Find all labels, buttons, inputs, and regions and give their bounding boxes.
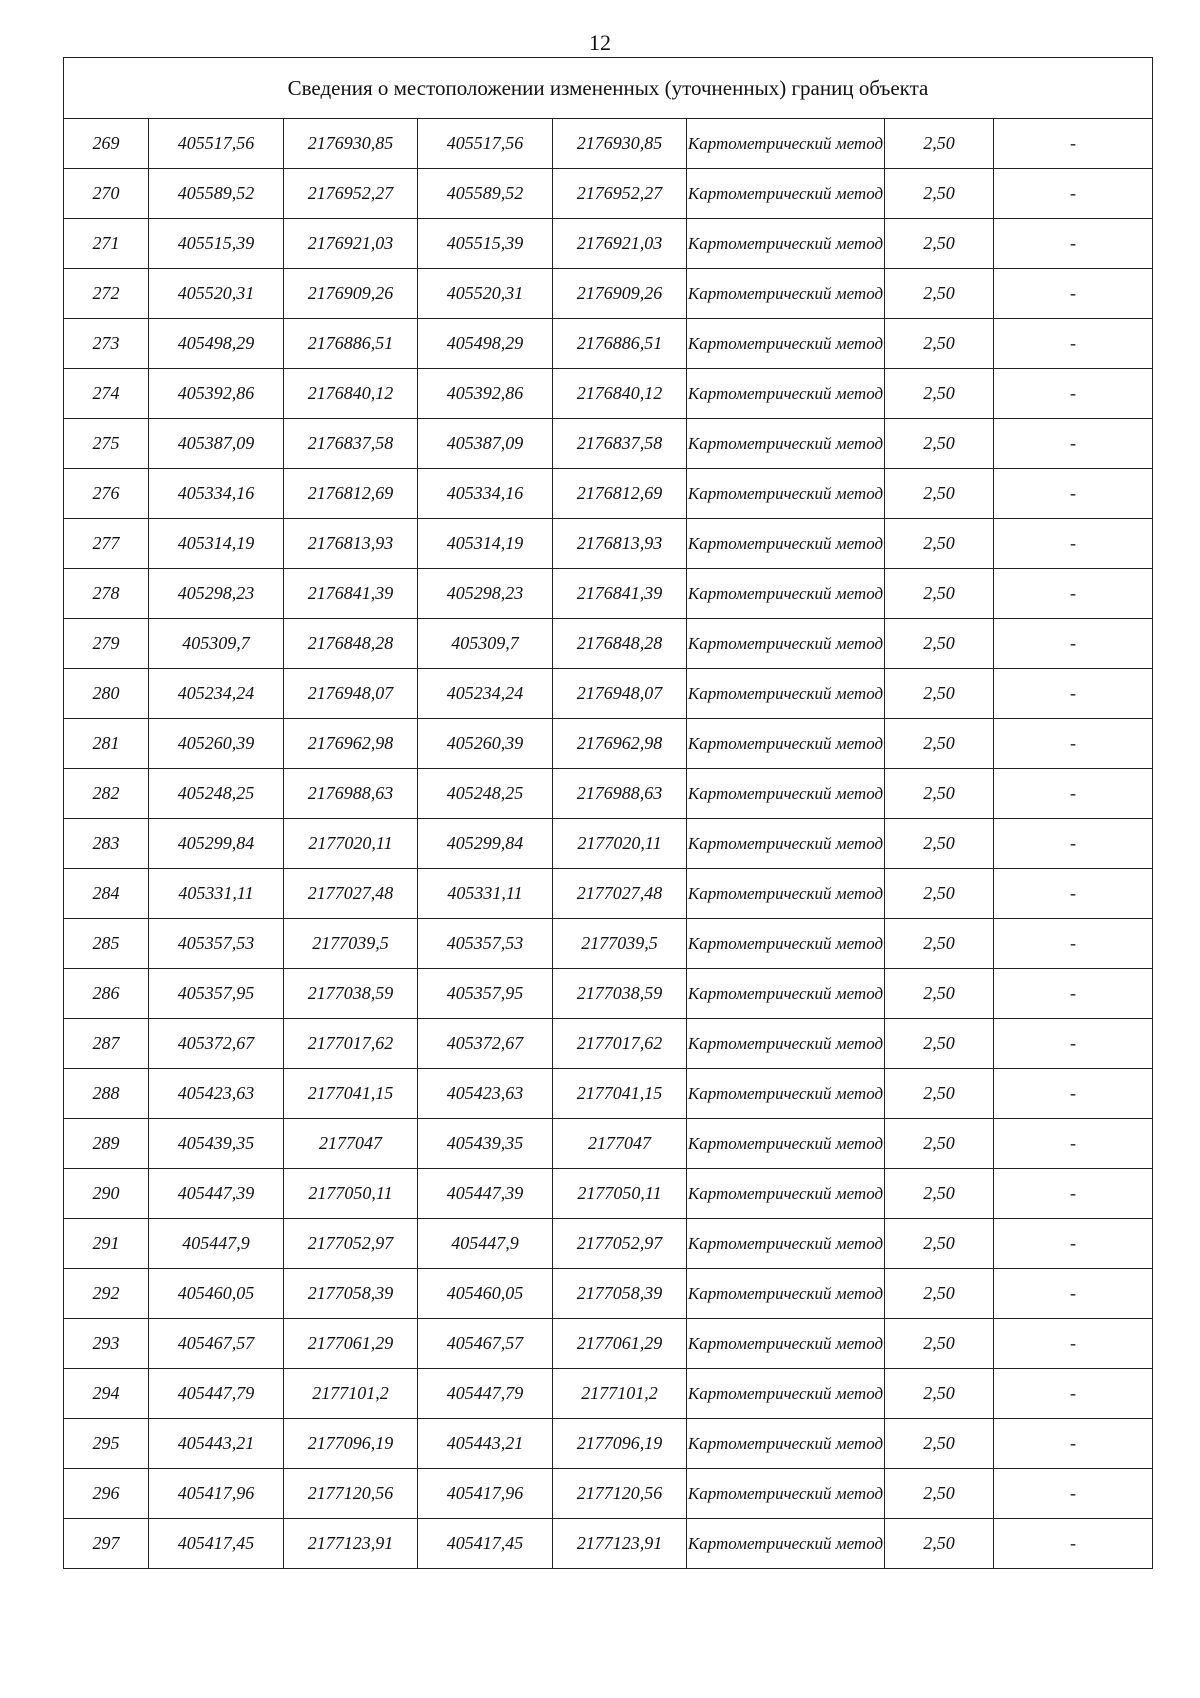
point-number-cell: 281 <box>64 719 149 769</box>
method-cell: Картометрический метод <box>687 719 885 769</box>
method-cell: Картометрический метод <box>687 119 885 169</box>
existing-x-cell: 405298,23 <box>149 569 284 619</box>
note-cell: - <box>994 819 1153 869</box>
point-number-cell: 270 <box>64 169 149 219</box>
note-cell: - <box>994 1269 1153 1319</box>
refined-y-cell: 2177047 <box>553 1119 687 1169</box>
table-row <box>64 669 1153 719</box>
point-number-cell: 287 <box>64 1019 149 1069</box>
method-cell: Картометрический метод <box>687 819 885 869</box>
point-number-cell: 293 <box>64 1319 149 1369</box>
existing-x-cell: 405589,52 <box>149 169 284 219</box>
refined-x-cell: 405372,67 <box>418 1019 553 1069</box>
accuracy-cell: 2,50 <box>885 1119 994 1169</box>
existing-x-cell: 405520,31 <box>149 269 284 319</box>
existing-y-cell: 2177039,5 <box>284 919 418 969</box>
existing-y-cell: 2176948,07 <box>284 669 418 719</box>
refined-x-cell: 405520,31 <box>418 269 553 319</box>
method-cell: Картометрический метод <box>687 1469 885 1519</box>
existing-x-cell: 405372,67 <box>149 1019 284 1069</box>
note-cell: - <box>994 919 1153 969</box>
refined-y-cell: 2176909,26 <box>553 269 687 319</box>
existing-y-cell: 2176952,27 <box>284 169 418 219</box>
existing-y-cell: 2176909,26 <box>284 269 418 319</box>
refined-x-cell: 405387,09 <box>418 419 553 469</box>
refined-y-cell: 2177096,19 <box>553 1419 687 1469</box>
refined-x-cell: 405234,24 <box>418 669 553 719</box>
existing-x-cell: 405234,24 <box>149 669 284 719</box>
existing-y-cell: 2177041,15 <box>284 1069 418 1119</box>
accuracy-cell: 2,50 <box>885 869 994 919</box>
point-number-cell: 295 <box>64 1419 149 1469</box>
refined-x-cell: 405447,39 <box>418 1169 553 1219</box>
refined-x-cell: 405260,39 <box>418 719 553 769</box>
existing-x-cell: 405439,35 <box>149 1119 284 1169</box>
existing-x-cell: 405299,84 <box>149 819 284 869</box>
method-cell: Картометрический метод <box>687 1519 885 1569</box>
refined-x-cell: 405314,19 <box>418 519 553 569</box>
accuracy-cell: 2,50 <box>885 319 994 369</box>
note-cell: - <box>994 169 1153 219</box>
refined-x-cell: 405357,53 <box>418 919 553 969</box>
existing-y-cell: 2177123,91 <box>284 1519 418 1569</box>
accuracy-cell: 2,50 <box>885 1419 994 1469</box>
existing-y-cell: 2177027,48 <box>284 869 418 919</box>
point-number-cell: 284 <box>64 869 149 919</box>
note-cell: - <box>994 519 1153 569</box>
table-row <box>64 569 1153 619</box>
existing-x-cell: 405417,45 <box>149 1519 284 1569</box>
point-number-cell: 296 <box>64 1469 149 1519</box>
table-row <box>64 369 1153 419</box>
existing-y-cell: 2176841,39 <box>284 569 418 619</box>
existing-y-cell: 2176812,69 <box>284 469 418 519</box>
existing-y-cell: 2176921,03 <box>284 219 418 269</box>
refined-y-cell: 2176948,07 <box>553 669 687 719</box>
note-cell: - <box>994 669 1153 719</box>
existing-y-cell: 2177017,62 <box>284 1019 418 1069</box>
existing-x-cell: 405460,05 <box>149 1269 284 1319</box>
note-cell: - <box>994 419 1153 469</box>
table-row <box>64 919 1153 969</box>
existing-y-cell: 2177096,19 <box>284 1419 418 1469</box>
existing-x-cell: 405447,9 <box>149 1219 284 1269</box>
refined-y-cell: 2177061,29 <box>553 1319 687 1369</box>
point-number-cell: 269 <box>64 119 149 169</box>
note-cell: - <box>994 619 1153 669</box>
accuracy-cell: 2,50 <box>885 669 994 719</box>
note-cell: - <box>994 269 1153 319</box>
method-cell: Картометрический метод <box>687 969 885 1019</box>
point-number-cell: 282 <box>64 769 149 819</box>
refined-y-cell: 2176848,28 <box>553 619 687 669</box>
accuracy-cell: 2,50 <box>885 419 994 469</box>
note-cell: - <box>994 869 1153 919</box>
note-cell: - <box>994 119 1153 169</box>
refined-y-cell: 2176988,63 <box>553 769 687 819</box>
accuracy-cell: 2,50 <box>885 1369 994 1419</box>
existing-y-cell: 2177120,56 <box>284 1469 418 1519</box>
existing-x-cell: 405423,63 <box>149 1069 284 1119</box>
table-row <box>64 819 1153 869</box>
refined-x-cell: 405299,84 <box>418 819 553 869</box>
refined-x-cell: 405357,95 <box>418 969 553 1019</box>
note-cell: - <box>994 319 1153 369</box>
method-cell: Картометрический метод <box>687 169 885 219</box>
table-row <box>64 1519 1153 1569</box>
accuracy-cell: 2,50 <box>885 1319 994 1369</box>
point-number-cell: 285 <box>64 919 149 969</box>
accuracy-cell: 2,50 <box>885 969 994 1019</box>
existing-x-cell: 405515,39 <box>149 219 284 269</box>
point-number-cell: 294 <box>64 1369 149 1419</box>
point-number-cell: 277 <box>64 519 149 569</box>
refined-y-cell: 2176930,85 <box>553 119 687 169</box>
method-cell: Картометрический метод <box>687 469 885 519</box>
refined-x-cell: 405334,16 <box>418 469 553 519</box>
method-cell: Картометрический метод <box>687 1319 885 1369</box>
existing-x-cell: 405447,79 <box>149 1369 284 1419</box>
point-number-cell: 279 <box>64 619 149 669</box>
accuracy-cell: 2,50 <box>885 1069 994 1119</box>
note-cell: - <box>994 969 1153 1019</box>
accuracy-cell: 2,50 <box>885 719 994 769</box>
table-row <box>64 319 1153 369</box>
table-row <box>64 1119 1153 1169</box>
note-cell: - <box>994 1519 1153 1569</box>
method-cell: Картометрический метод <box>687 319 885 369</box>
method-cell: Картометрический метод <box>687 519 885 569</box>
boundary-coordinates-table <box>63 57 1153 1569</box>
existing-x-cell: 405309,7 <box>149 619 284 669</box>
existing-x-cell: 405248,25 <box>149 769 284 819</box>
accuracy-cell: 2,50 <box>885 169 994 219</box>
method-cell: Картометрический метод <box>687 1119 885 1169</box>
table-row <box>64 869 1153 919</box>
method-cell: Картометрический метод <box>687 269 885 319</box>
existing-x-cell: 405357,95 <box>149 969 284 1019</box>
existing-x-cell: 405498,29 <box>149 319 284 369</box>
point-number-cell: 273 <box>64 319 149 369</box>
refined-x-cell: 405443,21 <box>418 1419 553 1469</box>
table-row <box>64 269 1153 319</box>
point-number-cell: 290 <box>64 1169 149 1219</box>
table-row <box>64 1019 1153 1069</box>
table-row <box>64 1369 1153 1419</box>
note-cell: - <box>994 1169 1153 1219</box>
existing-y-cell: 2177061,29 <box>284 1319 418 1369</box>
method-cell: Картометрический метод <box>687 419 885 469</box>
note-cell: - <box>994 1319 1153 1369</box>
refined-y-cell: 2177123,91 <box>553 1519 687 1569</box>
method-cell: Картометрический метод <box>687 569 885 619</box>
method-cell: Картометрический метод <box>687 619 885 669</box>
refined-x-cell: 405298,23 <box>418 569 553 619</box>
point-number-cell: 276 <box>64 469 149 519</box>
refined-y-cell: 2177050,11 <box>553 1169 687 1219</box>
table-row <box>64 769 1153 819</box>
note-cell: - <box>994 1119 1153 1169</box>
note-cell: - <box>994 1369 1153 1419</box>
point-number-cell: 288 <box>64 1069 149 1119</box>
method-cell: Картометрический метод <box>687 1419 885 1469</box>
accuracy-cell: 2,50 <box>885 619 994 669</box>
existing-y-cell: 2176813,93 <box>284 519 418 569</box>
accuracy-cell: 2,50 <box>885 469 994 519</box>
refined-y-cell: 2176921,03 <box>553 219 687 269</box>
table-row <box>64 1069 1153 1119</box>
note-cell: - <box>994 1069 1153 1119</box>
point-number-cell: 297 <box>64 1519 149 1569</box>
table-row <box>64 419 1153 469</box>
existing-x-cell: 405387,09 <box>149 419 284 469</box>
accuracy-cell: 2,50 <box>885 269 994 319</box>
method-cell: Картометрический метод <box>687 669 885 719</box>
note-cell: - <box>994 1219 1153 1269</box>
note-cell: - <box>994 369 1153 419</box>
method-cell: Картометрический метод <box>687 1269 885 1319</box>
point-number-cell: 274 <box>64 369 149 419</box>
existing-y-cell: 2177047 <box>284 1119 418 1169</box>
note-cell: - <box>994 769 1153 819</box>
table-body <box>64 119 1153 1569</box>
note-cell: - <box>994 469 1153 519</box>
point-number-cell: 283 <box>64 819 149 869</box>
accuracy-cell: 2,50 <box>885 1219 994 1269</box>
accuracy-cell: 2,50 <box>885 819 994 869</box>
accuracy-cell: 2,50 <box>885 1469 994 1519</box>
method-cell: Картометрический метод <box>687 1069 885 1119</box>
refined-y-cell: 2177038,59 <box>553 969 687 1019</box>
refined-x-cell: 405423,63 <box>418 1069 553 1119</box>
note-cell: - <box>994 1419 1153 1469</box>
refined-x-cell: 405517,56 <box>418 119 553 169</box>
existing-y-cell: 2177020,11 <box>284 819 418 869</box>
refined-y-cell: 2176837,58 <box>553 419 687 469</box>
refined-y-cell: 2176952,27 <box>553 169 687 219</box>
existing-x-cell: 405443,21 <box>149 1419 284 1469</box>
method-cell: Картометрический метод <box>687 1019 885 1069</box>
existing-x-cell: 405517,56 <box>149 119 284 169</box>
refined-y-cell: 2177027,48 <box>553 869 687 919</box>
refined-x-cell: 405309,7 <box>418 619 553 669</box>
refined-y-cell: 2176812,69 <box>553 469 687 519</box>
refined-x-cell: 405417,96 <box>418 1469 553 1519</box>
method-cell: Картометрический метод <box>687 1169 885 1219</box>
table-row <box>64 1419 1153 1469</box>
method-cell: Картометрический метод <box>687 1369 885 1419</box>
refined-y-cell: 2176840,12 <box>553 369 687 419</box>
method-cell: Картометрический метод <box>687 869 885 919</box>
refined-y-cell: 2177041,15 <box>553 1069 687 1119</box>
point-number-cell: 289 <box>64 1119 149 1169</box>
refined-y-cell: 2176886,51 <box>553 319 687 369</box>
refined-y-cell: 2176813,93 <box>553 519 687 569</box>
accuracy-cell: 2,50 <box>885 769 994 819</box>
refined-x-cell: 405417,45 <box>418 1519 553 1569</box>
existing-y-cell: 2176848,28 <box>284 619 418 669</box>
refined-x-cell: 405515,39 <box>418 219 553 269</box>
existing-x-cell: 405314,19 <box>149 519 284 569</box>
note-cell: - <box>994 1469 1153 1519</box>
accuracy-cell: 2,50 <box>885 1169 994 1219</box>
table-row <box>64 619 1153 669</box>
refined-y-cell: 2177120,56 <box>553 1469 687 1519</box>
existing-x-cell: 405334,16 <box>149 469 284 519</box>
existing-y-cell: 2177038,59 <box>284 969 418 1019</box>
table-row <box>64 1169 1153 1219</box>
existing-y-cell: 2177058,39 <box>284 1269 418 1319</box>
table-row <box>64 519 1153 569</box>
point-number-cell: 291 <box>64 1219 149 1269</box>
existing-x-cell: 405357,53 <box>149 919 284 969</box>
note-cell: - <box>994 719 1153 769</box>
refined-x-cell: 405589,52 <box>418 169 553 219</box>
refined-y-cell: 2177039,5 <box>553 919 687 969</box>
point-number-cell: 286 <box>64 969 149 1019</box>
table-title: Сведения о местоположении измененных (уточненных) границ объекта <box>64 58 1153 119</box>
point-number-cell: 280 <box>64 669 149 719</box>
refined-x-cell: 405392,86 <box>418 369 553 419</box>
existing-y-cell: 2176837,58 <box>284 419 418 469</box>
refined-x-cell: 405447,9 <box>418 1219 553 1269</box>
existing-y-cell: 2177052,97 <box>284 1219 418 1269</box>
existing-y-cell: 2176886,51 <box>284 319 418 369</box>
table-row <box>64 219 1153 269</box>
accuracy-cell: 2,50 <box>885 1519 994 1569</box>
method-cell: Картометрический метод <box>687 219 885 269</box>
page-number: 12 <box>589 30 611 55</box>
existing-y-cell: 2177101,2 <box>284 1369 418 1419</box>
table-row <box>64 1319 1153 1369</box>
refined-x-cell: 405331,11 <box>418 869 553 919</box>
refined-x-cell: 405460,05 <box>418 1269 553 1319</box>
accuracy-cell: 2,50 <box>885 1269 994 1319</box>
table-row <box>64 469 1153 519</box>
existing-x-cell: 405392,86 <box>149 369 284 419</box>
refined-x-cell: 405447,79 <box>418 1369 553 1419</box>
refined-y-cell: 2176841,39 <box>553 569 687 619</box>
existing-y-cell: 2176988,63 <box>284 769 418 819</box>
accuracy-cell: 2,50 <box>885 369 994 419</box>
refined-x-cell: 405498,29 <box>418 319 553 369</box>
point-number-cell: 278 <box>64 569 149 619</box>
accuracy-cell: 2,50 <box>885 1019 994 1069</box>
point-number-cell: 292 <box>64 1269 149 1319</box>
note-cell: - <box>994 219 1153 269</box>
table-row <box>64 1469 1153 1519</box>
existing-x-cell: 405447,39 <box>149 1169 284 1219</box>
refined-y-cell: 2177058,39 <box>553 1269 687 1319</box>
method-cell: Картометрический метод <box>687 769 885 819</box>
point-number-cell: 271 <box>64 219 149 269</box>
table-row <box>64 719 1153 769</box>
accuracy-cell: 2,50 <box>885 119 994 169</box>
existing-y-cell: 2176962,98 <box>284 719 418 769</box>
refined-x-cell: 405439,35 <box>418 1119 553 1169</box>
existing-y-cell: 2177050,11 <box>284 1169 418 1219</box>
table-row <box>64 969 1153 1019</box>
refined-y-cell: 2177020,11 <box>553 819 687 869</box>
existing-x-cell: 405417,96 <box>149 1469 284 1519</box>
table-row <box>64 169 1153 219</box>
table-row <box>64 1219 1153 1269</box>
existing-x-cell: 405260,39 <box>149 719 284 769</box>
accuracy-cell: 2,50 <box>885 519 994 569</box>
point-number-cell: 275 <box>64 419 149 469</box>
method-cell: Картометрический метод <box>687 369 885 419</box>
method-cell: Картометрический метод <box>687 919 885 969</box>
table-row <box>64 119 1153 169</box>
refined-y-cell: 2177052,97 <box>553 1219 687 1269</box>
accuracy-cell: 2,50 <box>885 219 994 269</box>
accuracy-cell: 2,50 <box>885 569 994 619</box>
refined-x-cell: 405467,57 <box>418 1319 553 1369</box>
refined-y-cell: 2177017,62 <box>553 1019 687 1069</box>
existing-y-cell: 2176930,85 <box>284 119 418 169</box>
existing-x-cell: 405467,57 <box>149 1319 284 1369</box>
note-cell: - <box>994 569 1153 619</box>
table-row <box>64 1269 1153 1319</box>
refined-y-cell: 2177101,2 <box>553 1369 687 1419</box>
existing-y-cell: 2176840,12 <box>284 369 418 419</box>
note-cell: - <box>994 1019 1153 1069</box>
method-cell: Картометрический метод <box>687 1219 885 1269</box>
accuracy-cell: 2,50 <box>885 919 994 969</box>
existing-x-cell: 405331,11 <box>149 869 284 919</box>
point-number-cell: 272 <box>64 269 149 319</box>
refined-x-cell: 405248,25 <box>418 769 553 819</box>
refined-y-cell: 2176962,98 <box>553 719 687 769</box>
